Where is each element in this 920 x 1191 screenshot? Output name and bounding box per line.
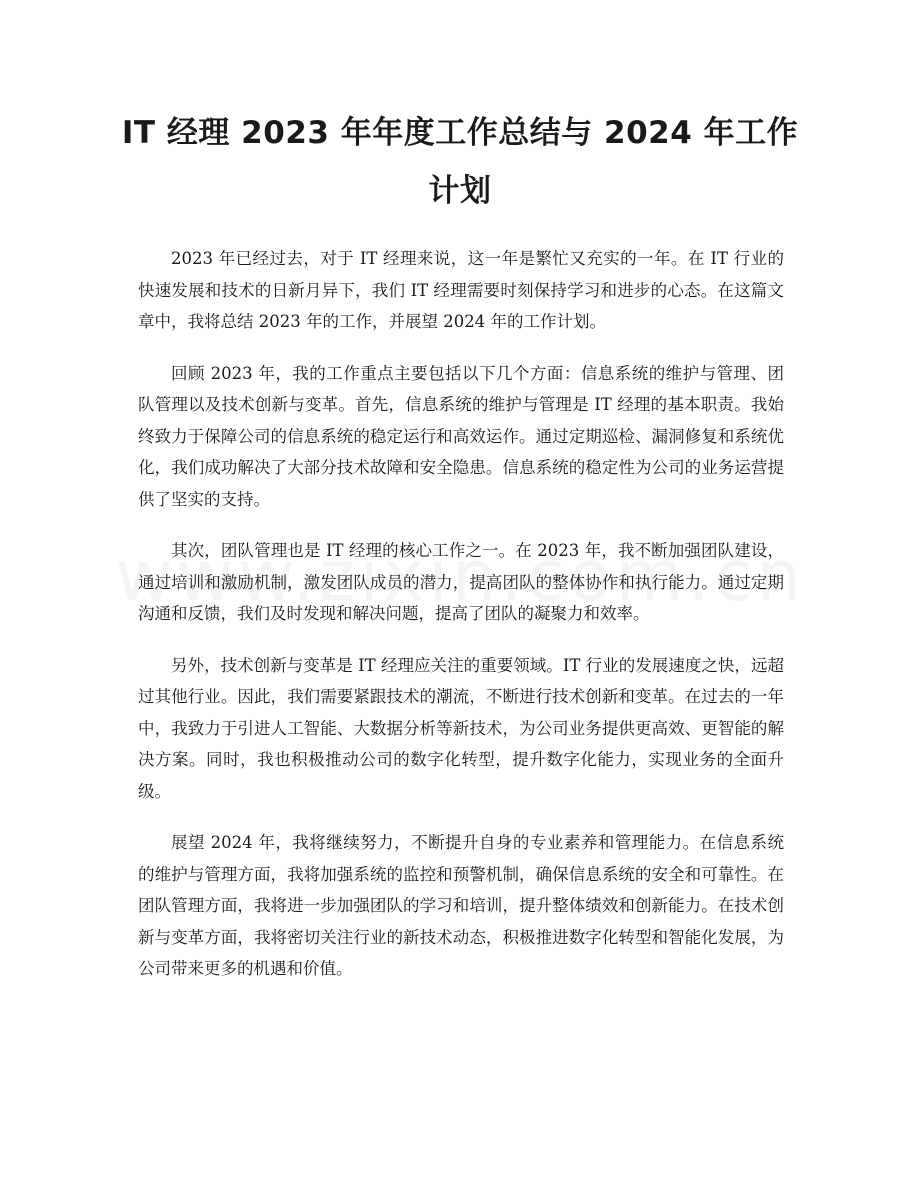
paragraph-review: 回顾 2023 年，我的工作重点主要包括以下几个方面：信息系统的维护与管理、团队管理以及技术创新与变革。首先，信息系统的维护与管理是 IT 经理的基本职责。我始终致力于保障公司的信息系统的稳定运行和高效运作。通过定期巡检、漏洞修复和系统优化，我们成功解决了大部分技术故障和安全隐患。信息系统的稳定性为公司的业务运营提供了坚实的支持。 [138,363,784,509]
paragraph-innovation: 另外，技术创新与变革是 IT 经理应关注的重要领域。IT 行业的发展速度之快，远超过其他行业。因此，我们需要紧跟技术的潮流，不断进行技术创新和变革。在过去的一年中，我致力于引进人工智能、大数据分析等新技术，为公司业务提供更高效、更智能的解决方案。同时，我也积极推动公司的数字化转型，提升数字化能力，实现业务的全面升级。 [138,655,784,801]
paragraph-outlook: 展望 2024 年，我将继续努力，不断提升自身的专业素养和管理能力。在信息系统的维护与管理方面，我将加强系统的监控和预警机制，确保信息系统的安全和可靠性。在团队管理方面，我将进一步加强团队的学习和培训，提升整体绩效和创新能力。在技术创新与变革方面，我将密切关注行业的新技术动态，积极推进数字化转型和智能化发展，为公司带来更多的机遇和价值。 [138,833,784,978]
paragraph-team: 其次，团队管理也是 IT 经理的核心工作之一。在 2023 年，我不断加强团队建设，通过培训和激励机制，激发团队成员的潜力，提高团队的整体协作和执行能力。通过定期沟通和反馈，我们及时发现和解决问题，提高了团队的凝聚力和效率。 [138,541,784,623]
document-body [138,243,784,1005]
document-title: IT 经理 2023 年年度工作总结与 2024 年工作计划 [121,115,799,209]
paragraph-intro: 2023 年已经过去，对于 IT 经理来说，这一年是繁忙又充实的一年。在 IT 行业的快速发展和技术的日新月异下，我们 IT 经理需要时刻保持学习和进步的心态。在这篇文章中，我将总结 2023 年的工作，并展望 2024 年的工作计划。 [138,249,784,331]
